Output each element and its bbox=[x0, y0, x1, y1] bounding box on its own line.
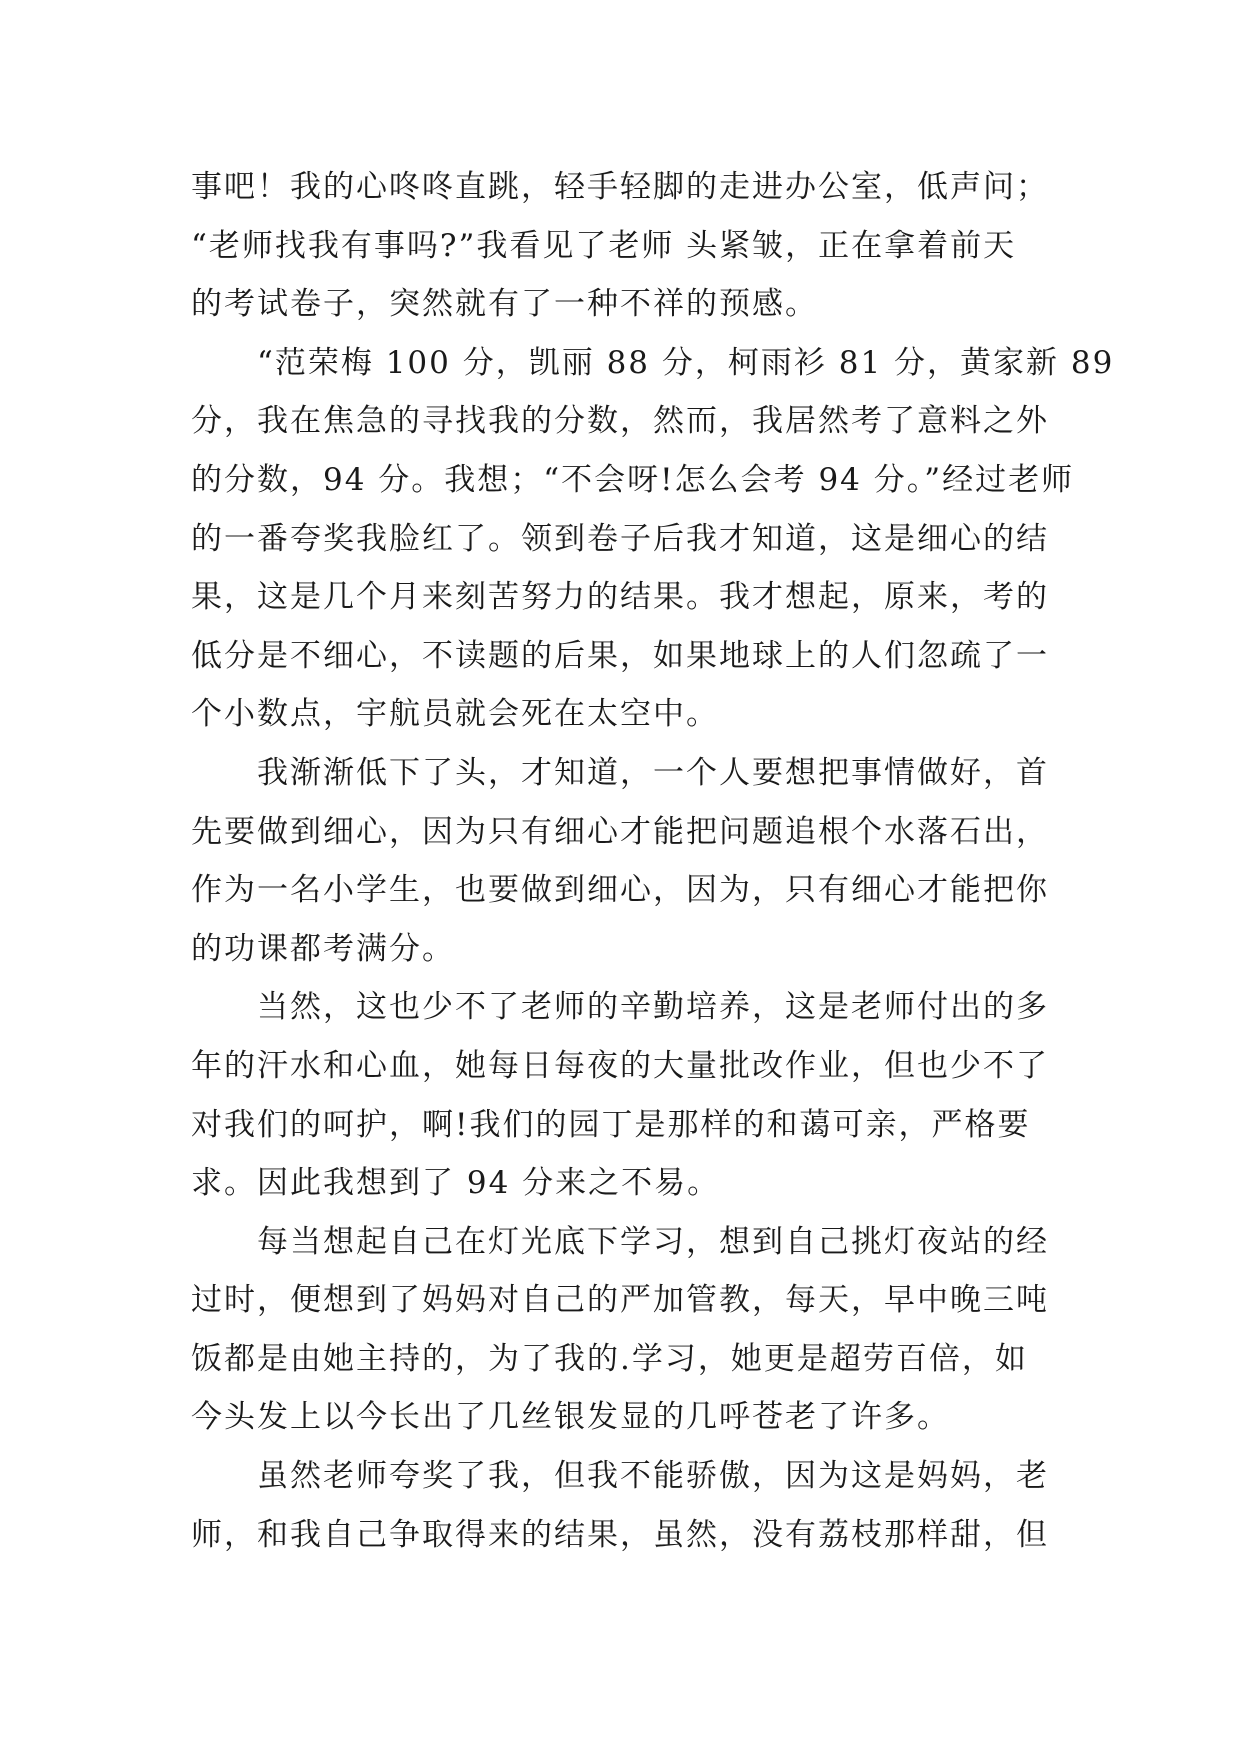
text-line: 我渐渐低下了头，才知道，一个人要想把事情做好，首 bbox=[257, 754, 1049, 791]
text-line: 的功课都考满分。 bbox=[191, 930, 455, 967]
text-line: 先要做到细心，因为只有细心才能把问题追根个水落石出， bbox=[191, 813, 1049, 850]
text-line: “范荣梅 100 分，凯丽 88 分，柯雨衫 81 分，黄家新 89 bbox=[257, 344, 1115, 381]
text-line: 今头发上以今长出了几丝银发显的几呼苍老了许多。 bbox=[191, 1399, 950, 1436]
text-line: 事吧！我的心咚咚直跳，轻手轻脚的走进办公室，低声问； bbox=[191, 169, 1049, 205]
essay-body bbox=[191, 158, 1115, 1564]
text-line: 当然，这也少不了老师的辛勤培养，这是老师付出的多 bbox=[257, 989, 1049, 1026]
text-line: 对我们的呵护，啊!我们的园丁是那样的和蔼可亲，严格要 bbox=[191, 1106, 1031, 1143]
text-line: “老师找我有事吗?”我看见了老师 头紧皱，正在拿着前天 bbox=[191, 227, 1017, 264]
text-line: 的考试卷子，突然就有了一种不祥的预感。 bbox=[191, 286, 818, 323]
text-line: 分，我在焦急的寻找我的分数，然而，我居然考了意料之外 bbox=[191, 403, 1049, 440]
text-line: 每当想起自己在灯光底下学习，想到自己挑灯夜站的经 bbox=[257, 1223, 1049, 1260]
text-line: 年的汗水和心血，她每日每夜的大量批改作业，但也少不了 bbox=[191, 1047, 1049, 1084]
text-line: 的一番夸奖我脸红了。领到卷子后我才知道，这是细心的结 bbox=[191, 520, 1049, 557]
text-line: 果，这是几个月来刻苦努力的结果。我才想起，原来，考的 bbox=[191, 579, 1049, 616]
text-line: 过时，便想到了妈妈对自己的严加管教，每天，早中晚三吨 bbox=[191, 1282, 1049, 1319]
text-line: 的分数，94 分。我想；“不会呀!怎么会考 94 分。”经过老师 bbox=[191, 461, 1075, 498]
text-line: 求。因此我想到了 94 分来之不易。 bbox=[191, 1165, 721, 1202]
text-line: 低分是不细心，不读题的后果，如果地球上的人们忽疏了一 bbox=[191, 637, 1049, 674]
text-line: 饭都是由她主持的，为了我的.学习，她更是超劳百倍，如 bbox=[191, 1340, 1028, 1377]
text-line: 作为一名小学生，也要做到细心，因为，只有细心才能把你 bbox=[191, 872, 1049, 909]
text-line: 虽然老师夸奖了我，但我不能骄傲，因为这是妈妈，老 bbox=[257, 1458, 1049, 1495]
text-line: 个小数点，宇航员就会死在太空中。 bbox=[191, 696, 719, 733]
text-line: 师，和我自己争取得来的结果，虽然，没有荔枝那样甜，但 bbox=[191, 1516, 1049, 1553]
